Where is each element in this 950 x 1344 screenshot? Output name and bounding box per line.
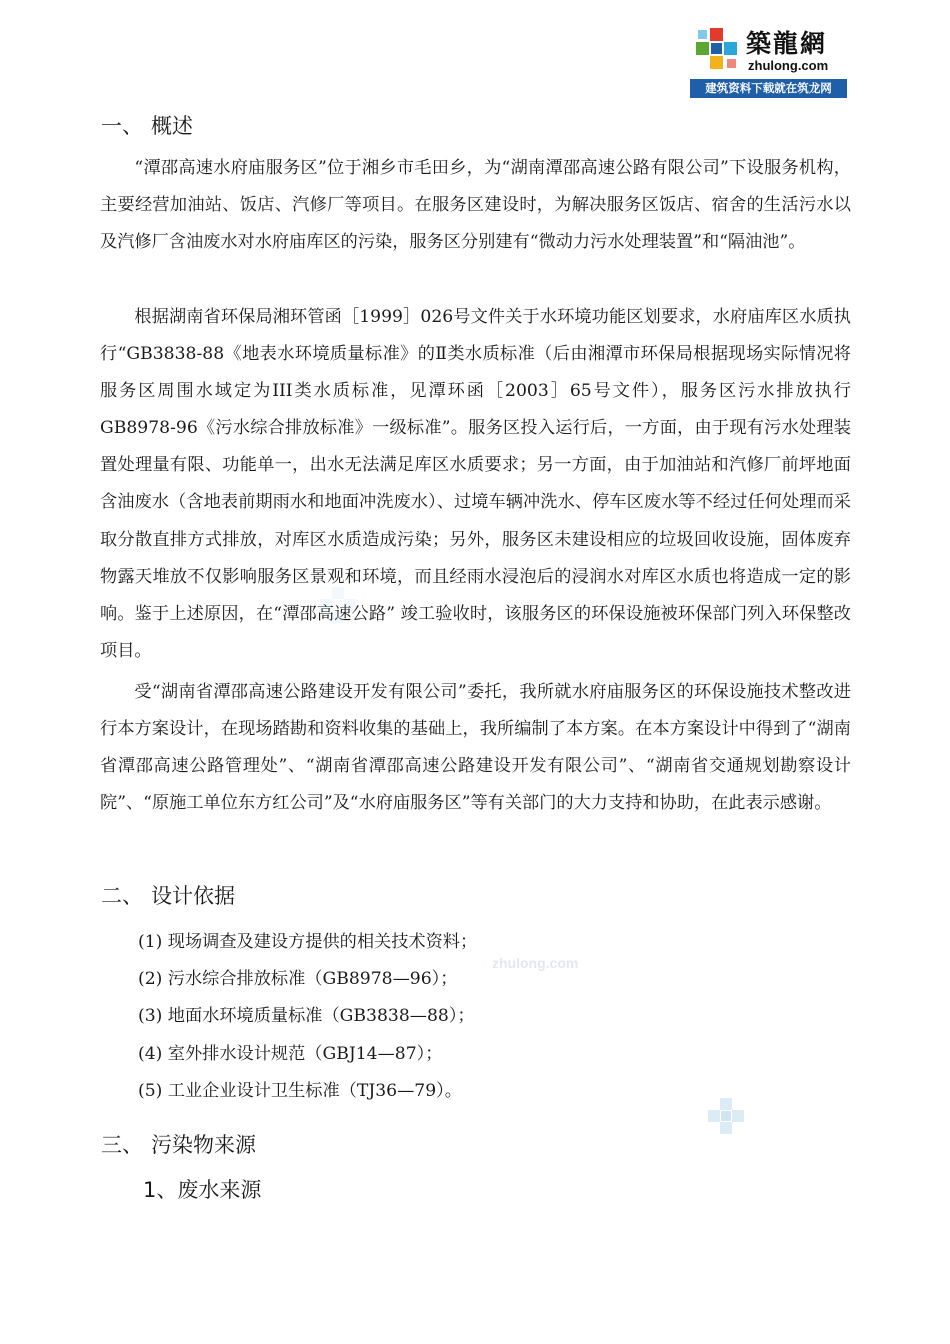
watermark-logo-icon <box>318 585 358 625</box>
list-item: (2) 污水综合排放标准（GB8978—96）； <box>138 969 458 990</box>
logo-top <box>690 20 847 78</box>
section-number: 一、 <box>101 114 143 138</box>
logo-slogan: 建筑资料下载就在筑龙网 <box>690 79 847 98</box>
logo-domain: zhulong.com <box>748 58 829 73</box>
section-heading-pollution-source <box>101 1129 256 1159</box>
paragraph-acknowledgement: 受“湖南省潭邵高速公路建设开发有限公司”委托，我所就水府庙服务区的环保设施技术整改进行本方案设计，在现场踏勘和资料收集的基础上，我所编制了本方案。在本方案设计中得到了“湖南省潭邵高速公路管理处”、“湖南省潭邵高速公路建设开发有限公司”、“湖南省交通规划勘察设计院”、“原施工单位东方红公司”及“水府庙服务区”等有关部门的大力支持和协助，在此表示感谢。 <box>100 682 851 814</box>
watermark-text: zhulong.com <box>492 955 579 971</box>
subsection-heading-wastewater: 1、废水来源 <box>143 1178 262 1202</box>
list-item: (5) 工业企业设计卫生标准（TJ36—79）。 <box>138 1080 462 1101</box>
section-title: 设计依据 <box>151 884 235 908</box>
logo-name: 築龍網 <box>746 29 828 58</box>
list-item: (4) 室外排水设计规范（GBJ14—87）； <box>138 1043 443 1064</box>
zhulong-logo-icon <box>694 26 740 72</box>
section-title: 污染物来源 <box>151 1133 256 1157</box>
section-number: 三、 <box>101 1133 143 1157</box>
paragraph-intro: “潭邵高速水府庙服务区”位于湘乡市毛田乡，为“湖南潭邵高速公路有限公司”下设服务机构，主要经营加油站、饭店、汽修厂等项目。在服务区建设时，为解决服务区饭店、宿舍的生活污水以及汽修厂含油废水对水府庙库区的污染，服务区分别建有“微动力污水处理装置”和“隔油池”。 <box>100 158 851 253</box>
section-title: 概述 <box>151 114 193 138</box>
watermark-logo-icon <box>706 1096 746 1136</box>
list-item: (1) 现场调查及建设方提供的相关技术资料； <box>138 932 478 952</box>
list-item: (3) 地面水环境质量标准（GB3838—88）； <box>138 1006 475 1027</box>
section-heading-overview <box>101 110 193 140</box>
zhulong-logo <box>690 20 847 98</box>
paragraph-background: 根据湖南省环保局湘环管函［1999］026号文件关于水环境功能区划要求，水府庙库区水质执行“GB3838-88《地表水环境质量标准》的Ⅱ类水质标准（后由湘潭市环保局根据现场实际情况将服务区周围水域定为III类水质标准，见潭环函［2003］65号文件），服务区污水排放执行GB8978-96《污水综合排放标准》一级标准”。服务区投入运行后，一方面，由于现有污水处理装置处理量有限、功能单一，出水无法满足库区水质要求；另一方面，由于加油站和汽修厂前坪地面含油废水（含地表前期雨水和地面冲洗废水）、过境车辆冲洗水、停车区废水等不经过任何处理而采取分散直排方式排放，对库区水质造成污染；另外，服务区未建设相应的垃圾回收设施，固体废弃物露天堆放不仅影响服务区景观和环境，而且经雨水浸泡后的浸润水对库区水质也将造成一定的影响。鉴于上述原因，在“潭邵高速公路” 竣工验收时，该服务区的环保设施被环保部门列入环保整改项目。 <box>100 307 851 661</box>
reference-list <box>138 924 477 1110</box>
section-number: 二、 <box>101 884 143 908</box>
section-heading-design-basis <box>101 880 235 910</box>
